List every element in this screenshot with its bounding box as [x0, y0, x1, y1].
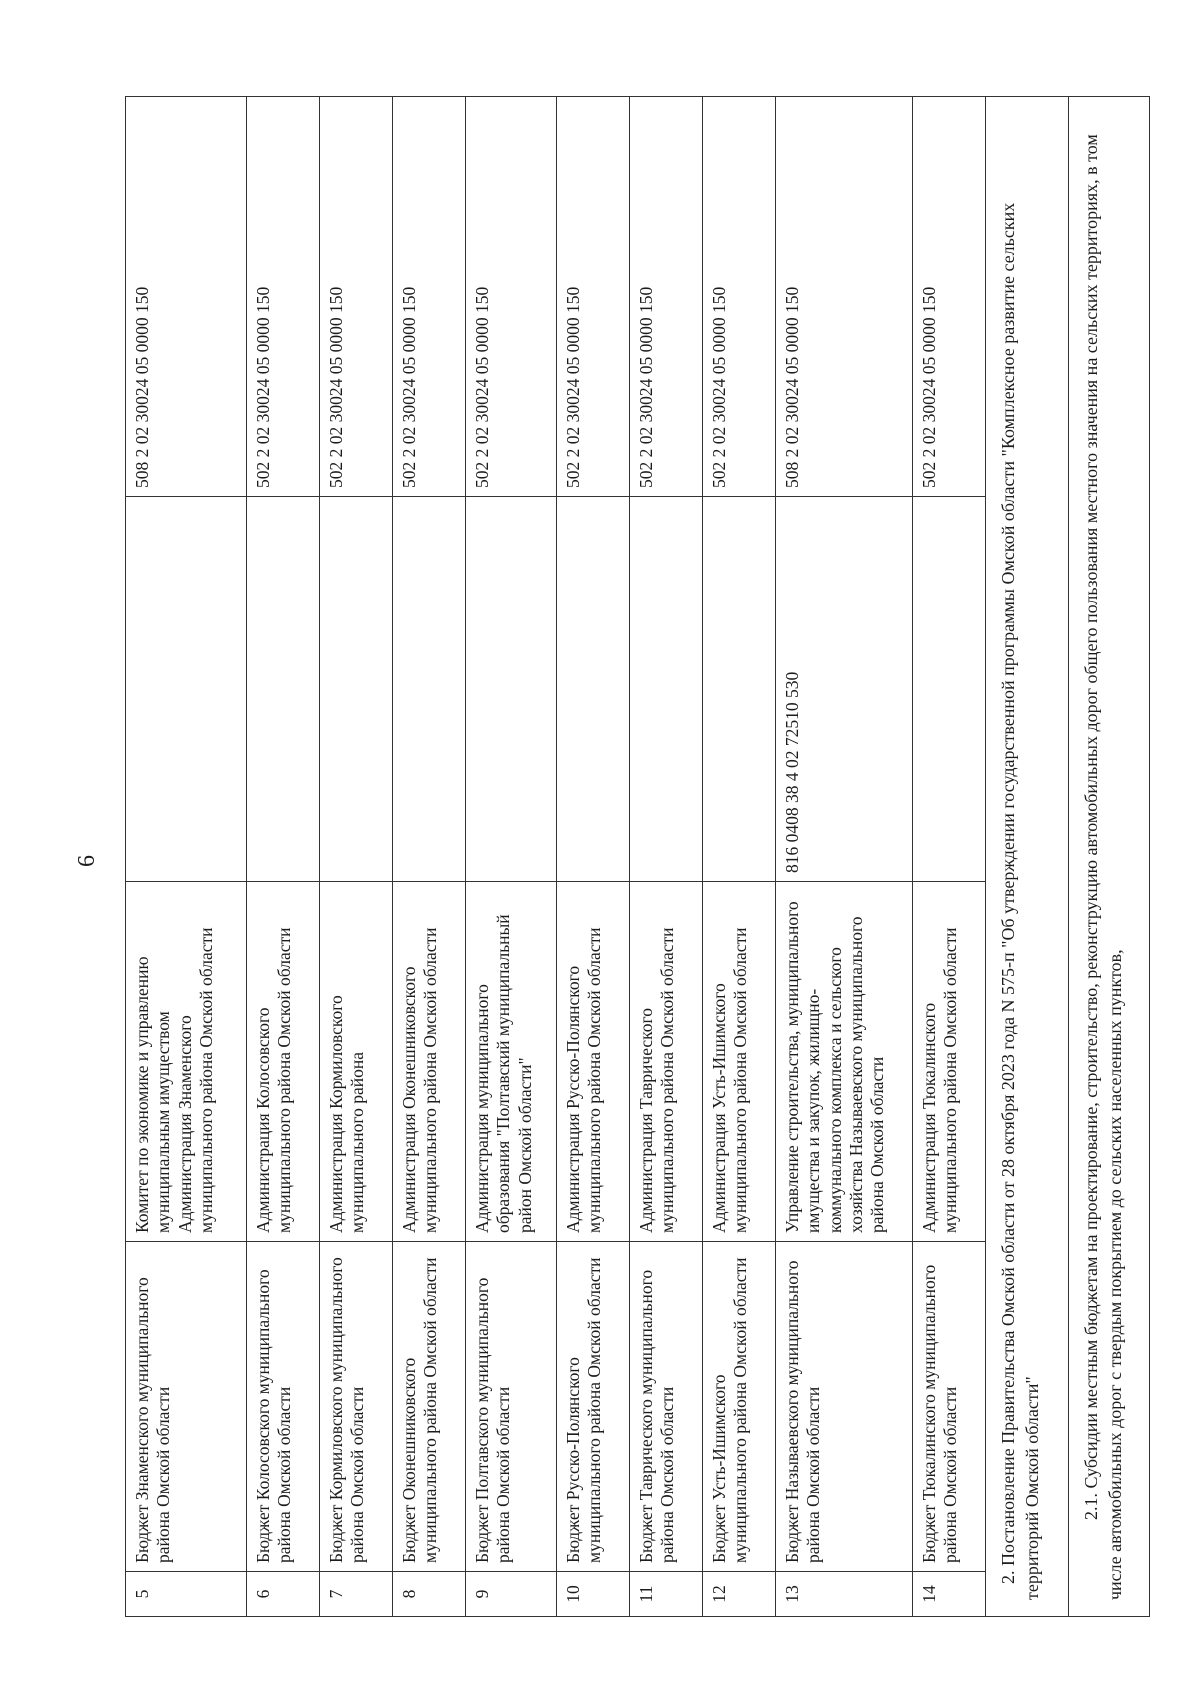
administrator-name: Администрация Кормиловского муниципального района [320, 882, 393, 1242]
table-row [913, 97, 986, 1617]
administrator-name: Администрация Тюкалинского муниципального района Омской области [913, 882, 986, 1242]
income-code: 508 2 02 30024 05 0000 150 [126, 97, 247, 497]
administrator-name: Администрация Усть-Ишимского муниципального района Омской области [703, 882, 776, 1242]
page-number: 6 [74, 855, 100, 867]
budget-name: Бюджет Кормиловского муниципального района Омской области [320, 1242, 393, 1572]
budget-table [125, 96, 1150, 1617]
budget-name: Бюджет Усть-Ишимского муниципального района Омской области [703, 1242, 776, 1572]
administrator-name: Администрация Таврического муниципального района Омской области [630, 882, 703, 1242]
table-row [393, 97, 466, 1617]
expense-code [466, 497, 557, 882]
subsection-heading: 2.1. Субсидии местным бюджетам на проектирование, строительство, реконструкцию автомобильных дорог общего пользования местного значения на сельских территориях, в том числе автомобильных дорог с твердым покрытием до сельских населенных пунктов, [1069, 97, 1150, 1617]
row-number: 11 [630, 1572, 703, 1617]
row-number: 8 [393, 1572, 466, 1617]
expense-code [247, 497, 320, 882]
income-code: 502 2 02 30024 05 0000 150 [630, 97, 703, 497]
income-code: 502 2 02 30024 05 0000 150 [703, 97, 776, 497]
expense-code [557, 497, 630, 882]
budget-name: Бюджет Полтавского муниципального района Омской области [466, 1242, 557, 1572]
table-row [466, 97, 557, 1617]
row-number: 10 [557, 1572, 630, 1617]
income-code: 502 2 02 30024 05 0000 150 [247, 97, 320, 497]
table-row [630, 97, 703, 1617]
row-number: 6 [247, 1572, 320, 1617]
expense-code [126, 497, 247, 882]
row-number: 13 [776, 1572, 913, 1617]
administrator-name: Администрация муниципального образования "Полтавский муниципальный район Омской области" [466, 882, 557, 1242]
administrator-name: Администрация Русско-Полянского муниципального района Омской области [557, 882, 630, 1242]
budget-name: Бюджет Колосовского муниципального района Омской области [247, 1242, 320, 1572]
row-number: 9 [466, 1572, 557, 1617]
budget-name: Бюджет Называевского муниципального района Омской области [776, 1242, 913, 1572]
income-code: 502 2 02 30024 05 0000 150 [913, 97, 986, 497]
expense-code: 816 0408 38 4 02 72510 530 [776, 497, 913, 882]
table-row [703, 97, 776, 1617]
budget-name: Бюджет Таврического муниципального района Омской области [630, 1242, 703, 1572]
administrator-name: Комитет по экономике и управлению муниципальным имуществом Администрация Знаменского муниципального района Омской области [126, 882, 247, 1242]
administrator-name: Администрация Оконешниковского муниципального района Омской области [393, 882, 466, 1242]
budget-name: Бюджет Тюкалинского муниципального района Омской области [913, 1242, 986, 1572]
income-code: 508 2 02 30024 05 0000 150 [776, 97, 913, 497]
row-number: 5 [126, 1572, 247, 1617]
administrator-name: Управление строительства, муниципального имущества и закупок, жилищно-коммунального комплекса и сельского хозяйства Называевского муниципального района Омской области [776, 882, 913, 1242]
section-heading: 2. Постановление Правительства Омской области от 28 октября 2023 года N 575-п "Об утверждении государственной программы Омской области "Комплексное развитие сельских территорий Омской области" [986, 97, 1069, 1617]
table-row [776, 97, 913, 1617]
row-number: 12 [703, 1572, 776, 1617]
expense-code [630, 497, 703, 882]
row-number: 7 [320, 1572, 393, 1617]
table-row [247, 97, 320, 1617]
table-row [320, 97, 393, 1617]
administrator-name: Администрация Колосовского муниципального района Омской области [247, 882, 320, 1242]
section-row [986, 97, 1069, 1617]
income-code: 502 2 02 30024 05 0000 150 [320, 97, 393, 497]
expense-code [913, 497, 986, 882]
table-row [557, 97, 630, 1617]
budget-name: Бюджет Знаменского муниципального района Омской области [126, 1242, 247, 1572]
income-code: 502 2 02 30024 05 0000 150 [466, 97, 557, 497]
income-code: 502 2 02 30024 05 0000 150 [393, 97, 466, 497]
expense-code [393, 497, 466, 882]
expense-code [703, 497, 776, 882]
income-code: 502 2 02 30024 05 0000 150 [557, 97, 630, 497]
table-row [126, 97, 247, 1617]
budget-name: Бюджет Русско-Полянского муниципального района Омской области [557, 1242, 630, 1572]
subsection-row [1069, 97, 1150, 1617]
row-number: 14 [913, 1572, 986, 1617]
budget-name: Бюджет Оконешниковского муниципального района Омской области [393, 1242, 466, 1572]
expense-code [320, 497, 393, 882]
